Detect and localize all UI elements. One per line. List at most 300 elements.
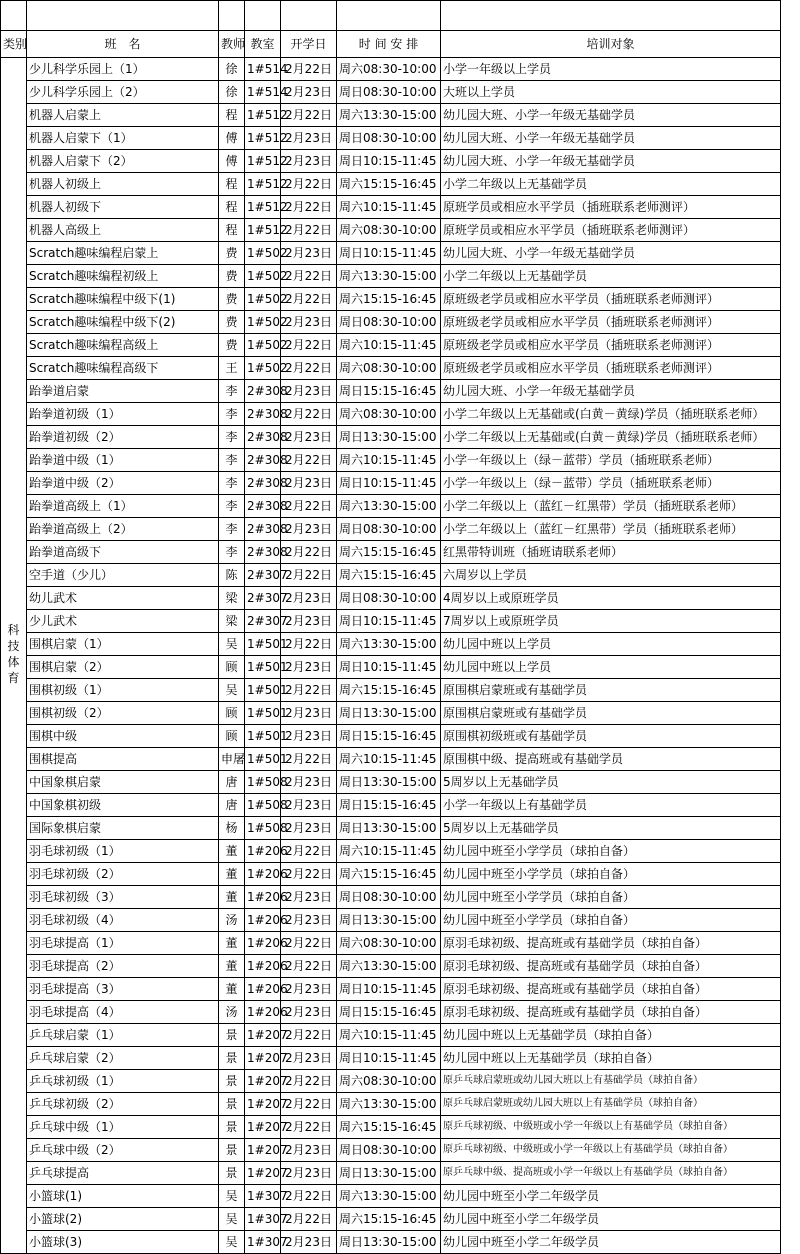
teacher-cell: 徐 bbox=[219, 81, 245, 104]
start-date-cell: 2月22日 bbox=[281, 403, 337, 426]
class-name-cell: 中国象棋启蒙 bbox=[27, 771, 219, 794]
class-name-cell: Scratch趣味编程启蒙上 bbox=[27, 242, 219, 265]
table-row bbox=[1, 1208, 781, 1231]
table-row bbox=[1, 518, 781, 541]
teacher-cell: 梁 bbox=[219, 587, 245, 610]
start-date-cell: 2月23日 bbox=[281, 656, 337, 679]
category-label: 科技体育 bbox=[7, 623, 20, 685]
teacher-cell: 董 bbox=[219, 840, 245, 863]
start-date-cell: 2月22日 bbox=[281, 334, 337, 357]
schedule-cell: 周六15:15-16:45 bbox=[337, 679, 441, 702]
room-cell: 1#207 bbox=[245, 1162, 281, 1185]
table-row bbox=[1, 357, 781, 380]
table-row bbox=[1, 587, 781, 610]
table-row bbox=[1, 725, 781, 748]
class-name-cell: 小篮球(2) bbox=[27, 1208, 219, 1231]
teacher-cell: 李 bbox=[219, 426, 245, 449]
start-date-cell: 2月23日 bbox=[281, 587, 337, 610]
start-date-cell: 2月22日 bbox=[281, 955, 337, 978]
room-cell: 2#308 bbox=[245, 403, 281, 426]
table-row bbox=[1, 288, 781, 311]
target-cell: 小学一年级以上（绿－蓝带）学员（插班联系老师） bbox=[441, 472, 781, 495]
schedule-cell: 周六08:30-10:00 bbox=[337, 219, 441, 242]
table-row bbox=[1, 1116, 781, 1139]
class-name-cell: 羽毛球提高（4） bbox=[27, 1001, 219, 1024]
target-cell: 幼儿园中班至小学学员（球拍自备） bbox=[441, 840, 781, 863]
class-name-cell: 羽毛球提高（3） bbox=[27, 978, 219, 1001]
start-date-cell: 2月23日 bbox=[281, 1162, 337, 1185]
target-cell: 原乒乓球中级、提高班或小学一年级以上有基础学员（球拍自备） bbox=[441, 1162, 781, 1185]
teacher-cell: 董 bbox=[219, 886, 245, 909]
room-cell: 1#512 bbox=[245, 150, 281, 173]
start-date-cell: 2月23日 bbox=[281, 1139, 337, 1162]
teacher-cell: 王 bbox=[219, 357, 245, 380]
room-cell: 1#207 bbox=[245, 1024, 281, 1047]
schedule-cell: 周日13:30-15:00 bbox=[337, 426, 441, 449]
table-row bbox=[1, 610, 781, 633]
teacher-cell: 李 bbox=[219, 380, 245, 403]
room-cell: 1#502 bbox=[245, 311, 281, 334]
room-cell: 2#308 bbox=[245, 518, 281, 541]
class-name-cell: Scratch趣味编程初级上 bbox=[27, 265, 219, 288]
header-schedule: 时 间 安 排 bbox=[337, 31, 441, 58]
start-date-cell: 2月22日 bbox=[281, 1093, 337, 1116]
start-date-cell: 2月23日 bbox=[281, 242, 337, 265]
teacher-cell: 梁 bbox=[219, 610, 245, 633]
table-row bbox=[1, 955, 781, 978]
class-name-cell: 少儿科学乐园上（2） bbox=[27, 81, 219, 104]
start-date-cell: 2月23日 bbox=[281, 794, 337, 817]
start-date-cell: 2月23日 bbox=[281, 1231, 337, 1254]
class-name-cell: 乒乓球中级（1） bbox=[27, 1116, 219, 1139]
class-name-cell: 围棋初级（1） bbox=[27, 679, 219, 702]
start-date-cell: 2月23日 bbox=[281, 610, 337, 633]
target-cell: 原乒乓球初级、中级班或小学一年级以上有基础学员（球拍自备） bbox=[441, 1116, 781, 1139]
target-cell: 小学二年级以上无基础或(白黄－黄绿)学员（插班联系老师） bbox=[441, 426, 781, 449]
table-row bbox=[1, 403, 781, 426]
table-row bbox=[1, 1001, 781, 1024]
table-row bbox=[1, 932, 781, 955]
class-name-cell: Scratch趣味编程高级下 bbox=[27, 357, 219, 380]
class-name-cell: 羽毛球提高（2） bbox=[27, 955, 219, 978]
schedule-cell: 周日13:30-15:00 bbox=[337, 909, 441, 932]
class-name-cell: 小篮球(1) bbox=[27, 1185, 219, 1208]
class-name-cell: 少儿科学乐园上（1） bbox=[27, 58, 219, 81]
start-date-cell: 2月23日 bbox=[281, 127, 337, 150]
start-date-cell: 2月23日 bbox=[281, 311, 337, 334]
table-row bbox=[1, 1162, 781, 1185]
table-row bbox=[1, 58, 781, 81]
schedule-cell: 周日15:15-16:45 bbox=[337, 725, 441, 748]
class-name-cell: 羽毛球初级（3） bbox=[27, 886, 219, 909]
header-row bbox=[1, 31, 781, 58]
table-row bbox=[1, 633, 781, 656]
class-name-cell: 羽毛球初级（1） bbox=[27, 840, 219, 863]
start-date-cell: 2月22日 bbox=[281, 564, 337, 587]
teacher-cell: 费 bbox=[219, 265, 245, 288]
table-row bbox=[1, 794, 781, 817]
class-name-cell: 跆拳道高级上（1） bbox=[27, 495, 219, 518]
schedule-cell: 周日10:15-11:45 bbox=[337, 978, 441, 1001]
target-cell: 大班以上学员 bbox=[441, 81, 781, 104]
schedule-cell: 周日10:15-11:45 bbox=[337, 610, 441, 633]
teacher-cell: 程 bbox=[219, 104, 245, 127]
teacher-cell: 程 bbox=[219, 196, 245, 219]
class-name-cell: Scratch趣味编程高级上 bbox=[27, 334, 219, 357]
room-cell: 1#206 bbox=[245, 840, 281, 863]
schedule-cell: 周六08:30-10:00 bbox=[337, 58, 441, 81]
target-cell: 原班学员或相应水平学员（插班联系老师测评） bbox=[441, 219, 781, 242]
schedule-cell: 周六15:15-16:45 bbox=[337, 541, 441, 564]
start-date-cell: 2月22日 bbox=[281, 1185, 337, 1208]
room-cell: 1#207 bbox=[245, 1070, 281, 1093]
class-name-cell: 少儿武术 bbox=[27, 610, 219, 633]
start-date-cell: 2月23日 bbox=[281, 886, 337, 909]
target-cell: 幼儿园中班以上无基础学员（球拍自备） bbox=[441, 1024, 781, 1047]
target-cell: 原围棋启蒙班或有基础学员 bbox=[441, 679, 781, 702]
teacher-cell: 傅 bbox=[219, 127, 245, 150]
class-name-cell: 机器人初级下 bbox=[27, 196, 219, 219]
room-cell: 1#307 bbox=[245, 1231, 281, 1254]
target-cell: 小学二年级以上无基础或(白黄－黄绿)学员（插班联系老师） bbox=[441, 403, 781, 426]
schedule-cell: 周六13:30-15:00 bbox=[337, 104, 441, 127]
room-cell: 1#206 bbox=[245, 978, 281, 1001]
schedule-cell: 周六13:30-15:00 bbox=[337, 1185, 441, 1208]
room-cell: 1#206 bbox=[245, 863, 281, 886]
teacher-cell: 汤 bbox=[219, 909, 245, 932]
teacher-cell: 傅 bbox=[219, 150, 245, 173]
schedule-cell: 周日08:30-10:00 bbox=[337, 587, 441, 610]
start-date-cell: 2月22日 bbox=[281, 58, 337, 81]
header-target: 培训对象 bbox=[441, 31, 781, 58]
room-cell: 1#512 bbox=[245, 104, 281, 127]
room-cell: 2#308 bbox=[245, 426, 281, 449]
start-date-cell: 2月22日 bbox=[281, 1070, 337, 1093]
room-cell: 1#307 bbox=[245, 1185, 281, 1208]
class-name-cell: 空手道（少儿） bbox=[27, 564, 219, 587]
target-cell: 幼儿园中班至小学二年级学员 bbox=[441, 1185, 781, 1208]
teacher-cell: 顾 bbox=[219, 725, 245, 748]
target-cell: 原班级老学员或相应水平学员（插班联系老师测评） bbox=[441, 288, 781, 311]
table-row bbox=[1, 173, 781, 196]
teacher-cell: 程 bbox=[219, 219, 245, 242]
class-name-cell: 中国象棋初级 bbox=[27, 794, 219, 817]
teacher-cell: 吴 bbox=[219, 1208, 245, 1231]
teacher-cell: 吴 bbox=[219, 679, 245, 702]
start-date-cell: 2月22日 bbox=[281, 1116, 337, 1139]
start-date-cell: 2月22日 bbox=[281, 932, 337, 955]
class-name-cell: 跆拳道初级（1） bbox=[27, 403, 219, 426]
target-cell: 原班级老学员或相应水平学员（插班联系老师测评） bbox=[441, 334, 781, 357]
schedule-cell: 周六08:30-10:00 bbox=[337, 932, 441, 955]
teacher-cell: 程 bbox=[219, 173, 245, 196]
teacher-cell: 景 bbox=[219, 1047, 245, 1070]
teacher-cell: 董 bbox=[219, 955, 245, 978]
table-row bbox=[1, 1093, 781, 1116]
table-row bbox=[1, 449, 781, 472]
class-name-cell: 小篮球(3) bbox=[27, 1231, 219, 1254]
target-cell: 幼儿园中班至小学学员（球拍自备） bbox=[441, 909, 781, 932]
table-row bbox=[1, 886, 781, 909]
teacher-cell: 景 bbox=[219, 1093, 245, 1116]
table-row bbox=[1, 1024, 781, 1047]
schedule-cell: 周六13:30-15:00 bbox=[337, 955, 441, 978]
schedule-cell: 周六13:30-15:00 bbox=[337, 1093, 441, 1116]
teacher-cell: 唐 bbox=[219, 794, 245, 817]
table-row bbox=[1, 656, 781, 679]
start-date-cell: 2月23日 bbox=[281, 81, 337, 104]
schedule-cell: 周六13:30-15:00 bbox=[337, 495, 441, 518]
table-row bbox=[1, 1185, 781, 1208]
start-date-cell: 2月22日 bbox=[281, 357, 337, 380]
class-name-cell: 跆拳道初级（2） bbox=[27, 426, 219, 449]
table-row bbox=[1, 748, 781, 771]
schedule-cell: 周六08:30-10:00 bbox=[337, 1070, 441, 1093]
schedule-cell: 周六08:30-10:00 bbox=[337, 357, 441, 380]
start-date-cell: 2月23日 bbox=[281, 426, 337, 449]
teacher-cell: 李 bbox=[219, 541, 245, 564]
room-cell: 1#502 bbox=[245, 288, 281, 311]
target-cell: 幼儿园大班、小学一年级无基础学员 bbox=[441, 104, 781, 127]
table-row bbox=[1, 495, 781, 518]
class-name-cell: 围棋启蒙（2） bbox=[27, 656, 219, 679]
target-cell: 原围棋初级班或有基础学员 bbox=[441, 725, 781, 748]
start-date-cell: 2月22日 bbox=[281, 1208, 337, 1231]
teacher-cell: 董 bbox=[219, 932, 245, 955]
start-date-cell: 2月22日 bbox=[281, 679, 337, 702]
start-date-cell: 2月22日 bbox=[281, 288, 337, 311]
target-cell: 幼儿园大班、小学一年级无基础学员 bbox=[441, 150, 781, 173]
room-cell: 2#308 bbox=[245, 380, 281, 403]
schedule-cell: 周日08:30-10:00 bbox=[337, 311, 441, 334]
teacher-cell: 吴 bbox=[219, 1231, 245, 1254]
class-name-cell: 跆拳道高级上（2） bbox=[27, 518, 219, 541]
start-date-cell: 2月23日 bbox=[281, 380, 337, 403]
start-date-cell: 2月23日 bbox=[281, 472, 337, 495]
target-cell: 原羽毛球初级、提高班或有基础学员（球拍自备） bbox=[441, 1001, 781, 1024]
teacher-cell: 景 bbox=[219, 1070, 245, 1093]
room-cell: 2#308 bbox=[245, 472, 281, 495]
target-cell: 原班级老学员或相应水平学员（插班联系老师测评） bbox=[441, 357, 781, 380]
room-cell: 1#206 bbox=[245, 932, 281, 955]
class-name-cell: 围棋提高 bbox=[27, 748, 219, 771]
room-cell: 1#501 bbox=[245, 656, 281, 679]
schedule-cell: 周日08:30-10:00 bbox=[337, 127, 441, 150]
target-cell: 幼儿园大班、小学一年级无基础学员 bbox=[441, 127, 781, 150]
table-row bbox=[1, 472, 781, 495]
room-cell: 2#308 bbox=[245, 541, 281, 564]
room-cell: 1#206 bbox=[245, 955, 281, 978]
start-date-cell: 2月23日 bbox=[281, 978, 337, 1001]
start-date-cell: 2月23日 bbox=[281, 817, 337, 840]
target-cell: 4周岁以上或原班学员 bbox=[441, 587, 781, 610]
target-cell: 原围棋中级、提高班或有基础学员 bbox=[441, 748, 781, 771]
room-cell: 1#501 bbox=[245, 633, 281, 656]
schedule-cell: 周日13:30-15:00 bbox=[337, 1162, 441, 1185]
table-row bbox=[1, 104, 781, 127]
room-cell: 1#501 bbox=[245, 679, 281, 702]
schedule-cell: 周六15:15-16:45 bbox=[337, 863, 441, 886]
schedule-cell: 周六08:30-10:00 bbox=[337, 403, 441, 426]
teacher-cell: 李 bbox=[219, 472, 245, 495]
schedule-cell: 周日10:15-11:45 bbox=[337, 472, 441, 495]
room-cell: 1#502 bbox=[245, 242, 281, 265]
header-class-name: 班 名 bbox=[27, 31, 219, 58]
room-cell: 2#308 bbox=[245, 495, 281, 518]
table-row bbox=[1, 679, 781, 702]
schedule-cell: 周六15:15-16:45 bbox=[337, 1208, 441, 1231]
class-name-cell: 机器人启蒙上 bbox=[27, 104, 219, 127]
teacher-cell: 吴 bbox=[219, 1185, 245, 1208]
target-cell: 原乒乓球启蒙班或幼儿园大班以上有基础学员（球拍自备） bbox=[441, 1070, 781, 1093]
class-name-cell: 机器人启蒙下（1） bbox=[27, 127, 219, 150]
start-date-cell: 2月22日 bbox=[281, 104, 337, 127]
class-name-cell: 机器人初级上 bbox=[27, 173, 219, 196]
teacher-cell: 费 bbox=[219, 311, 245, 334]
teacher-cell: 唐 bbox=[219, 771, 245, 794]
class-name-cell: 乒乓球中级（2） bbox=[27, 1139, 219, 1162]
table-row bbox=[1, 817, 781, 840]
room-cell: 1#207 bbox=[245, 1139, 281, 1162]
schedule-cell: 周日08:30-10:00 bbox=[337, 81, 441, 104]
start-date-cell: 2月23日 bbox=[281, 1001, 337, 1024]
schedule-cell: 周六10:15-11:45 bbox=[337, 748, 441, 771]
room-cell: 1#206 bbox=[245, 1001, 281, 1024]
schedule-cell: 周六10:15-11:45 bbox=[337, 1024, 441, 1047]
target-cell: 原班学员或相应水平学员（插班联系老师测评） bbox=[441, 196, 781, 219]
teacher-cell: 杨 bbox=[219, 817, 245, 840]
schedule-cell: 周日13:30-15:00 bbox=[337, 771, 441, 794]
table-row bbox=[1, 771, 781, 794]
schedule-cell: 周日10:15-11:45 bbox=[337, 656, 441, 679]
start-date-cell: 2月22日 bbox=[281, 541, 337, 564]
class-name-cell: 羽毛球初级（2） bbox=[27, 863, 219, 886]
table-row bbox=[1, 1231, 781, 1254]
class-name-cell: 乒乓球启蒙（2） bbox=[27, 1047, 219, 1070]
schedule-cell: 周六15:15-16:45 bbox=[337, 1116, 441, 1139]
room-cell: 1#207 bbox=[245, 1047, 281, 1070]
class-name-cell: 围棋启蒙（1） bbox=[27, 633, 219, 656]
target-cell: 小学二年级以上（蓝红－红黑带）学员（插班联系老师） bbox=[441, 495, 781, 518]
target-cell: 小学二年级以上无基础学员 bbox=[441, 173, 781, 196]
target-cell: 小学二年级以上（蓝红－红黑带）学员（插班联系老师） bbox=[441, 518, 781, 541]
class-name-cell: 幼儿武术 bbox=[27, 587, 219, 610]
teacher-cell: 顾 bbox=[219, 656, 245, 679]
class-name-cell: 国际象棋启蒙 bbox=[27, 817, 219, 840]
target-cell: 小学一年级以上（绿－蓝带）学员（插班联系老师） bbox=[441, 449, 781, 472]
teacher-cell: 李 bbox=[219, 449, 245, 472]
teacher-cell: 吴 bbox=[219, 633, 245, 656]
class-name-cell: 围棋初级（2） bbox=[27, 702, 219, 725]
target-cell: 原羽毛球初级、提高班或有基础学员（球拍自备） bbox=[441, 955, 781, 978]
start-date-cell: 2月22日 bbox=[281, 219, 337, 242]
target-cell: 幼儿园中班至小学学员（球拍自备） bbox=[441, 863, 781, 886]
start-date-cell: 2月22日 bbox=[281, 633, 337, 656]
teacher-cell: 景 bbox=[219, 1139, 245, 1162]
schedule-cell: 周日13:30-15:00 bbox=[337, 817, 441, 840]
room-cell: 1#206 bbox=[245, 886, 281, 909]
header-room: 教室 bbox=[245, 31, 281, 58]
target-cell: 原羽毛球初级、提高班或有基础学员（球拍自备） bbox=[441, 978, 781, 1001]
teacher-cell: 景 bbox=[219, 1162, 245, 1185]
table-row bbox=[1, 196, 781, 219]
start-date-cell: 2月23日 bbox=[281, 771, 337, 794]
start-date-cell: 2月22日 bbox=[281, 863, 337, 886]
teacher-cell: 景 bbox=[219, 1024, 245, 1047]
class-name-cell: 跆拳道中级（2） bbox=[27, 472, 219, 495]
table-row bbox=[1, 909, 781, 932]
table-row bbox=[1, 1139, 781, 1162]
schedule-cell: 周六10:15-11:45 bbox=[337, 449, 441, 472]
teacher-cell: 费 bbox=[219, 242, 245, 265]
teacher-cell: 李 bbox=[219, 403, 245, 426]
target-cell: 原乒乓球启蒙班或幼儿园大班以上有基础学员（球拍自备） bbox=[441, 1093, 781, 1116]
class-name-cell: 乒乓球初级（2） bbox=[27, 1093, 219, 1116]
room-cell: 2#307 bbox=[245, 564, 281, 587]
target-cell: 六周岁以上学员 bbox=[441, 564, 781, 587]
target-cell: 7周岁以上或原班学员 bbox=[441, 610, 781, 633]
table-row bbox=[1, 541, 781, 564]
schedule-cell: 周六10:15-11:45 bbox=[337, 334, 441, 357]
table-row bbox=[1, 81, 781, 104]
room-cell: 1#501 bbox=[245, 725, 281, 748]
class-name-cell: 机器人高级上 bbox=[27, 219, 219, 242]
table-row bbox=[1, 1070, 781, 1093]
schedule-cell: 周日15:15-16:45 bbox=[337, 380, 441, 403]
teacher-cell: 费 bbox=[219, 288, 245, 311]
target-cell: 原乒乓球初级、中级班或小学一年级以上有基础学员（球拍自备） bbox=[441, 1139, 781, 1162]
schedule-cell: 周六15:15-16:45 bbox=[337, 564, 441, 587]
room-cell: 1#307 bbox=[245, 1208, 281, 1231]
class-name-cell: 乒乓球提高 bbox=[27, 1162, 219, 1185]
header-teacher: 教师 bbox=[219, 31, 245, 58]
room-cell: 1#207 bbox=[245, 1093, 281, 1116]
schedule-cell: 周日13:30-15:00 bbox=[337, 1231, 441, 1254]
header-category: 类别 bbox=[1, 31, 27, 58]
target-cell: 幼儿园大班、小学一年级无基础学员 bbox=[441, 380, 781, 403]
class-name-cell: 羽毛球初级（4） bbox=[27, 909, 219, 932]
target-cell: 幼儿园中班至小学学员（球拍自备） bbox=[441, 886, 781, 909]
start-date-cell: 2月22日 bbox=[281, 265, 337, 288]
teacher-cell: 董 bbox=[219, 863, 245, 886]
class-name-cell: 围棋中级 bbox=[27, 725, 219, 748]
table-row bbox=[1, 265, 781, 288]
schedule-cell: 周日08:30-10:00 bbox=[337, 886, 441, 909]
class-name-cell: Scratch趣味编程中级下(1) bbox=[27, 288, 219, 311]
teacher-cell: 董 bbox=[219, 978, 245, 1001]
room-cell: 1#206 bbox=[245, 909, 281, 932]
room-cell: 1#512 bbox=[245, 173, 281, 196]
schedule-cell: 周日13:30-15:00 bbox=[337, 702, 441, 725]
room-cell: 1#512 bbox=[245, 219, 281, 242]
target-cell: 幼儿园中班至小学二年级学员 bbox=[441, 1208, 781, 1231]
start-date-cell: 2月22日 bbox=[281, 1024, 337, 1047]
room-cell: 1#508 bbox=[245, 771, 281, 794]
room-cell: 2#307 bbox=[245, 587, 281, 610]
schedule-cell: 周日08:30-10:00 bbox=[337, 1139, 441, 1162]
class-name-cell: Scratch趣味编程中级下(2) bbox=[27, 311, 219, 334]
table-row bbox=[1, 242, 781, 265]
schedule-cell: 周六10:15-11:45 bbox=[337, 840, 441, 863]
class-name-cell: 跆拳道启蒙 bbox=[27, 380, 219, 403]
table-row bbox=[1, 311, 781, 334]
schedule-cell: 周六15:15-16:45 bbox=[337, 288, 441, 311]
target-cell: 幼儿园中班以上学员 bbox=[441, 633, 781, 656]
teacher-cell: 徐 bbox=[219, 58, 245, 81]
room-cell: 1#512 bbox=[245, 196, 281, 219]
target-cell: 原围棋启蒙班或有基础学员 bbox=[441, 702, 781, 725]
class-name-cell: 羽毛球提高（1） bbox=[27, 932, 219, 955]
